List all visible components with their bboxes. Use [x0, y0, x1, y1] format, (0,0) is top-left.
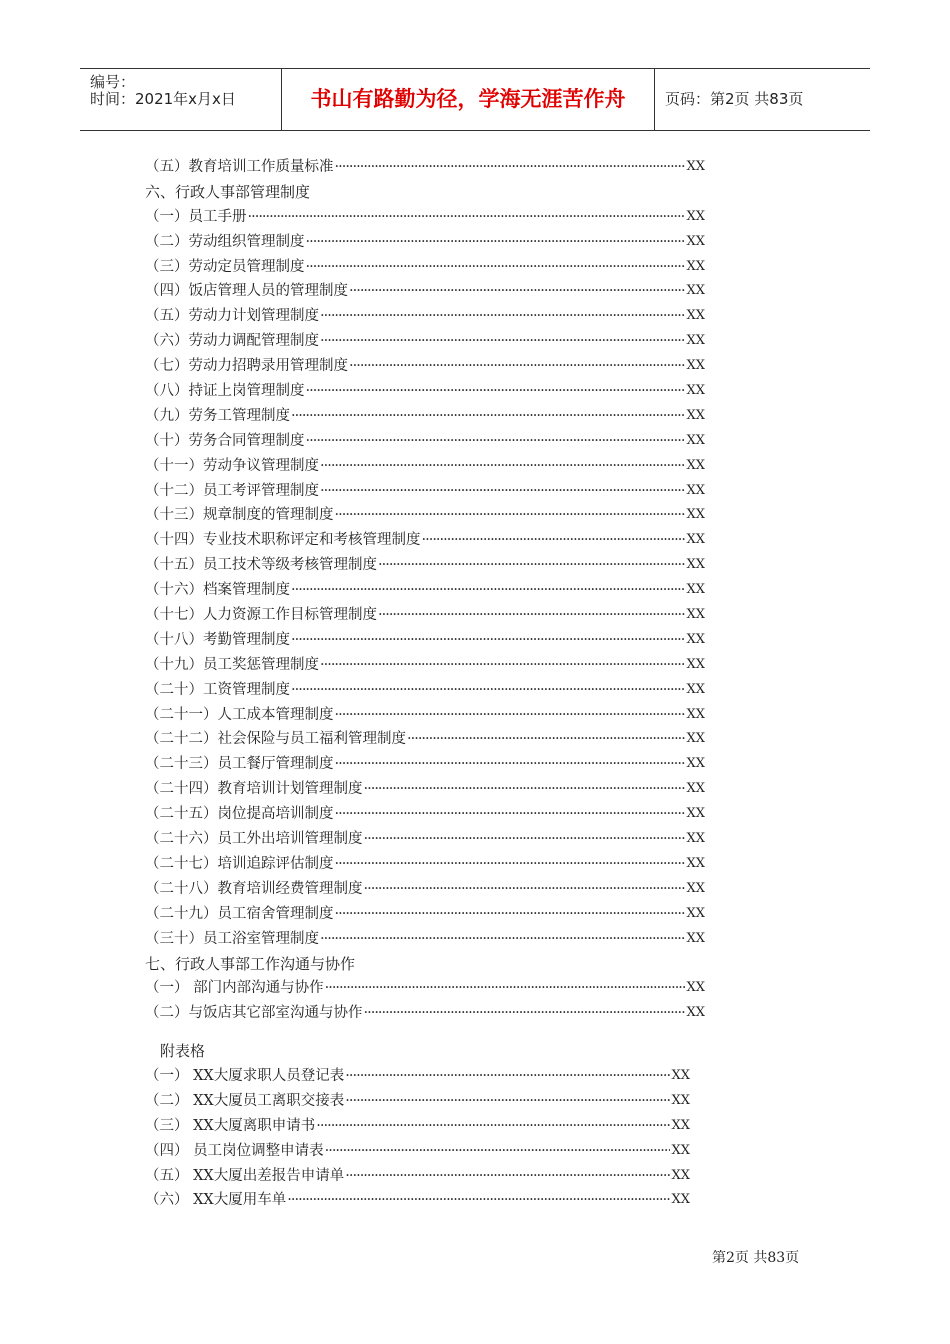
toc-entry-text: （一） XX大厦求职人员登记表	[145, 1068, 345, 1084]
toc-entry	[145, 727, 705, 752]
toc-entry-page: XX	[686, 333, 705, 349]
toc-entry-page: XX	[686, 258, 705, 274]
toc-entry-page: XX	[686, 383, 705, 399]
toc-entry-text: （三）劳动定员管理制度	[145, 258, 305, 275]
toc-entry-page: XX	[686, 457, 705, 473]
toc-entry-text: （十八）考勤管理制度	[145, 631, 290, 648]
toc-entry	[145, 329, 705, 354]
dot-leader	[320, 479, 685, 504]
header-page-label: 页码：第2页 共83页	[665, 90, 804, 108]
dot-leader	[422, 528, 686, 553]
dot-leader	[306, 230, 686, 255]
toc-entry	[145, 503, 705, 528]
toc-entry	[145, 230, 705, 255]
dot-leader	[335, 902, 686, 927]
toc-entry-page: XX	[671, 1068, 690, 1083]
toc-entry	[145, 827, 705, 852]
toc-entry	[145, 1064, 690, 1089]
toc-entry-text: （二） XX大厦员工离职交接表	[145, 1092, 345, 1109]
toc-entry-text: （十一）劳动争议管理制度	[145, 457, 319, 474]
toc-entry-text: （六） XX大厦用车单	[145, 1192, 287, 1209]
toc-entry-page: XX	[686, 756, 705, 772]
toc-entry-page: XX	[671, 1192, 690, 1208]
toc-entry	[145, 1188, 690, 1213]
toc-entry-text: （十）劳务合同管理制度	[145, 432, 305, 449]
toc-entry-page: XX	[671, 1167, 690, 1183]
toc-entry-page: XX	[686, 806, 705, 822]
toc-entry-text: （二十五）岗位提高培训制度	[145, 806, 334, 823]
dot-leader	[345, 1089, 670, 1114]
toc-entry	[145, 528, 705, 553]
toc-entry	[145, 703, 705, 728]
appendix-list	[145, 1064, 690, 1213]
toc-entry-page: XX	[686, 208, 705, 224]
toc-entry-page: XX	[686, 407, 705, 423]
dot-leader	[335, 155, 686, 180]
dot-leader	[335, 752, 686, 777]
toc-entry-page: XX	[686, 557, 705, 573]
toc-entry-text: （五） XX大厦出差报告申请单	[145, 1167, 345, 1184]
dot-leader	[320, 329, 685, 354]
toc-entry	[145, 553, 705, 578]
toc-entry-text: （二十六）员工外出培训管理制度	[145, 831, 363, 848]
toc-entry	[145, 877, 705, 902]
toc-entry-text: （二十二）社会保险与员工福利管理制度	[145, 731, 406, 748]
toc-entry	[145, 1001, 705, 1026]
toc-entry-page: XX	[671, 1092, 690, 1108]
dot-leader	[320, 454, 685, 479]
toc-entry-page: XX	[686, 507, 705, 523]
toc-entry-page: XX	[686, 482, 705, 498]
dot-leader	[364, 827, 686, 852]
dot-leader	[345, 1064, 670, 1089]
toc-entry-page: XX	[686, 880, 705, 896]
toc-entry-page: XX	[686, 831, 705, 847]
toc-entry	[145, 852, 705, 877]
toc-entry	[145, 404, 705, 429]
dot-leader	[316, 1114, 670, 1139]
dot-leader	[345, 1164, 670, 1189]
toc-entry	[145, 155, 705, 180]
document-number-label: 编号：	[90, 73, 136, 91]
dot-leader	[306, 255, 686, 280]
toc-entry-text: （六）劳动力调配管理制度	[145, 333, 319, 350]
dot-leader	[248, 205, 686, 230]
toc-entry-text: （一）员工手册	[145, 208, 247, 225]
toc-entry-text: （二十）工资管理制度	[145, 681, 290, 698]
toc-entry	[145, 777, 705, 802]
toc-entry-text: （二十三）员工餐厅管理制度	[145, 756, 334, 773]
toc-entry-page: XX	[686, 233, 705, 249]
toc-entry-page: XX	[671, 1117, 690, 1133]
section-six-list	[145, 205, 705, 952]
toc-entry-page: XX	[686, 656, 705, 672]
document-time-label: 时间：2021年x月x日	[90, 90, 236, 108]
section-heading: 六、行政人事部管理制度	[145, 182, 311, 201]
toc-entry	[145, 1139, 690, 1164]
toc-entry	[145, 1114, 690, 1139]
toc-entry-text: （三十）员工浴室管理制度	[145, 930, 319, 947]
toc-entry	[145, 454, 705, 479]
toc-entry-page: XX	[686, 706, 705, 722]
dot-leader	[287, 1188, 670, 1213]
toc-entry	[145, 255, 705, 280]
section-heading: 七、行政人事部工作沟通与协作	[145, 954, 356, 973]
toc-entry-page: XX	[671, 1142, 690, 1158]
dot-leader	[291, 678, 685, 703]
toc-entry-page: XX	[686, 681, 705, 697]
dot-leader	[364, 777, 686, 802]
toc-entry	[145, 379, 705, 404]
toc-entry	[145, 1089, 690, 1114]
dot-leader	[364, 1001, 686, 1026]
dot-leader	[364, 877, 686, 902]
toc-entry-page: XX	[686, 930, 705, 946]
table-of-contents	[145, 155, 705, 1026]
toc-entry	[145, 678, 705, 703]
toc-entry-page: XX	[686, 308, 705, 324]
toc-entry-page: XX	[686, 532, 705, 548]
toc-entry	[145, 429, 705, 454]
toc-entry-text: （十六）档案管理制度	[145, 582, 290, 599]
toc-entry	[145, 628, 705, 653]
dot-leader	[378, 603, 685, 628]
dot-leader	[320, 653, 685, 678]
toc-entry	[145, 1164, 690, 1189]
toc-entry	[145, 205, 705, 230]
toc-entry-text: （十三）规章制度的管理制度	[145, 507, 334, 524]
toc-entry-page: XX	[686, 432, 705, 448]
toc-entry-page: XX	[686, 283, 705, 299]
toc-entry-page: XX	[686, 781, 705, 797]
toc-entry	[145, 902, 705, 927]
toc-entry-text: （二十七）培训追踪评估制度	[145, 855, 334, 872]
toc-entry	[145, 802, 705, 827]
dot-leader	[335, 503, 686, 528]
toc-entry-text: （二十八）教育培训经费管理制度	[145, 880, 363, 897]
dot-leader	[349, 354, 685, 379]
dot-leader	[306, 379, 686, 404]
toc-entry-page: XX	[686, 631, 705, 647]
toc-entry-text: （五）劳动力计划管理制度	[145, 308, 319, 325]
toc-entry	[145, 752, 705, 777]
dot-leader	[320, 304, 685, 329]
dot-leader	[335, 802, 686, 827]
dot-leader	[325, 976, 686, 1001]
dot-leader	[335, 703, 686, 728]
toc-entry-text: （八）持证上岗管理制度	[145, 383, 305, 400]
toc-entry-text: （二十四）教育培训计划管理制度	[145, 781, 363, 798]
dot-leader	[291, 628, 685, 653]
dot-leader	[378, 553, 685, 578]
toc-entry-text: （十二）员工考评管理制度	[145, 482, 319, 499]
dot-leader	[335, 852, 686, 877]
toc-entry	[145, 279, 705, 304]
page-footer: 第2页 共83页	[712, 1250, 800, 1266]
toc-entry	[145, 304, 705, 329]
dot-leader	[320, 927, 685, 952]
dot-leader	[291, 578, 685, 603]
dot-leader	[325, 1139, 671, 1164]
toc-entry-text: （四） 员工岗位调整申请表	[145, 1142, 324, 1159]
document-header	[80, 68, 870, 131]
toc-entry	[145, 479, 705, 504]
toc-entry-page: XX	[686, 905, 705, 921]
toc-entry-text: （五）教育培训工作质量标准	[145, 159, 334, 175]
header-meta-cell	[80, 69, 282, 130]
dot-leader	[349, 279, 685, 304]
toc-entry	[145, 354, 705, 379]
toc-entry-page: XX	[686, 582, 705, 598]
section-seven-list	[145, 976, 705, 1026]
toc-entry-text: （七）劳动力招聘录用管理制度	[145, 358, 348, 375]
toc-entry-text: （十七）人力资源工作目标管理制度	[145, 607, 377, 624]
toc-entry-page: XX	[686, 607, 705, 623]
toc-entry-text: （二十一）人工成本管理制度	[145, 706, 334, 723]
toc-entry	[145, 927, 705, 952]
toc-entry	[145, 976, 705, 1001]
toc-entry	[145, 578, 705, 603]
dot-leader	[407, 727, 685, 752]
toc-entry	[145, 603, 705, 628]
toc-entry-page: XX	[686, 731, 705, 747]
toc-entry	[145, 653, 705, 678]
toc-entry-text: （十五）员工技术等级考核管理制度	[145, 557, 377, 574]
header-motto: 书山有路勤为径，学海无涯苦作舟	[282, 69, 655, 130]
toc-entry-text: （十九）员工奖惩管理制度	[145, 656, 319, 673]
appendix-title: 附表格	[160, 1042, 206, 1060]
toc-entry-page: XX	[686, 855, 705, 871]
toc-entry-text: （二）劳动组织管理制度	[145, 233, 305, 250]
toc-entry-text: （二）与饭店其它部室沟通与协作	[145, 1005, 363, 1022]
toc-entry-page: XX	[686, 1005, 705, 1021]
toc-entry-text: （二十九）员工宿舍管理制度	[145, 905, 334, 922]
toc-entry-text: （四）饭店管理人员的管理制度	[145, 283, 348, 300]
toc-entry-text: （十四）专业技术职称评定和考核管理制度	[145, 532, 421, 549]
toc-entry-text: （一） 部门内部沟通与协作	[145, 980, 324, 997]
toc-entry-text: （三） XX大厦离职申请书	[145, 1117, 316, 1134]
toc-entry-page: XX	[686, 159, 705, 174]
dot-leader	[291, 404, 685, 429]
dot-leader	[306, 429, 686, 454]
toc-entry-page: XX	[686, 358, 705, 374]
toc-entry-text: （九）劳务工管理制度	[145, 407, 290, 424]
toc-entry-page: XX	[686, 980, 705, 996]
